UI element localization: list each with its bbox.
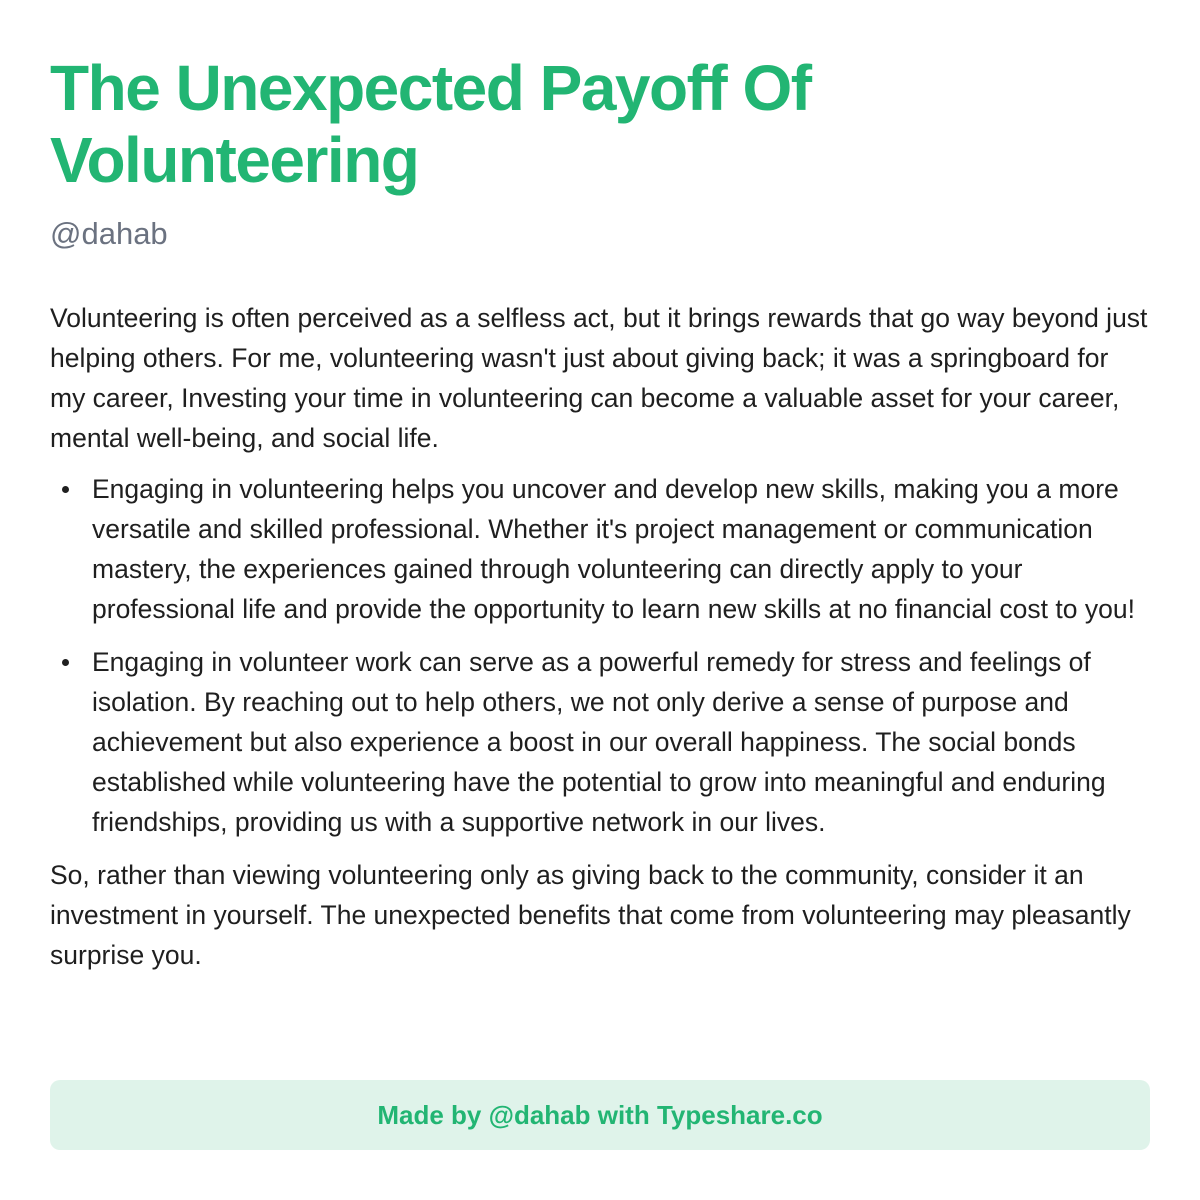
post-title: The Unexpected Payoff Of Volunteering (50, 52, 811, 196)
author-handle: @dahab (50, 216, 168, 251)
benefits-list (50, 469, 1150, 842)
made-by-footer (50, 1080, 1150, 1150)
closing-paragraph: So, rather than viewing volunteering only as giving back to the community, consider it an investment in yourself. The unexpected benefits that come from volunteering may pleasantly surprise you. (50, 860, 1131, 970)
footer-label: Made by @dahab with Typeshare.co (377, 1099, 823, 1130)
list-item: Engaging in volunteer work can serve as a powerful remedy for stress and feelings of isolation. By reaching out to help others, we not only derive a sense of purpose and achievement but also experience a boost in our overall happiness. The social bonds established while volunteering have the potential to grow into meaningful and enduring friendships, providing us with a supportive network in our lives. (92, 642, 1150, 842)
list-item: Engaging in volunteering helps you uncover and develop new skills, making you a more versatile and skilled professional. Whether it's project management or communication mastery, the experiences gained through volunteering can directly apply to your professional life and provide the opportunity to learn new skills at no financial cost to you! (92, 469, 1150, 629)
intro-paragraph: Volunteering is often perceived as a selfless act, but it brings rewards that go way beyond just helping others. For me, volunteering wasn't just about giving back; it was a springboard for my career, Investing your time in volunteering can become a valuable asset for your career, mental well-being, and social life. (50, 303, 1148, 453)
post-body (50, 298, 1150, 975)
